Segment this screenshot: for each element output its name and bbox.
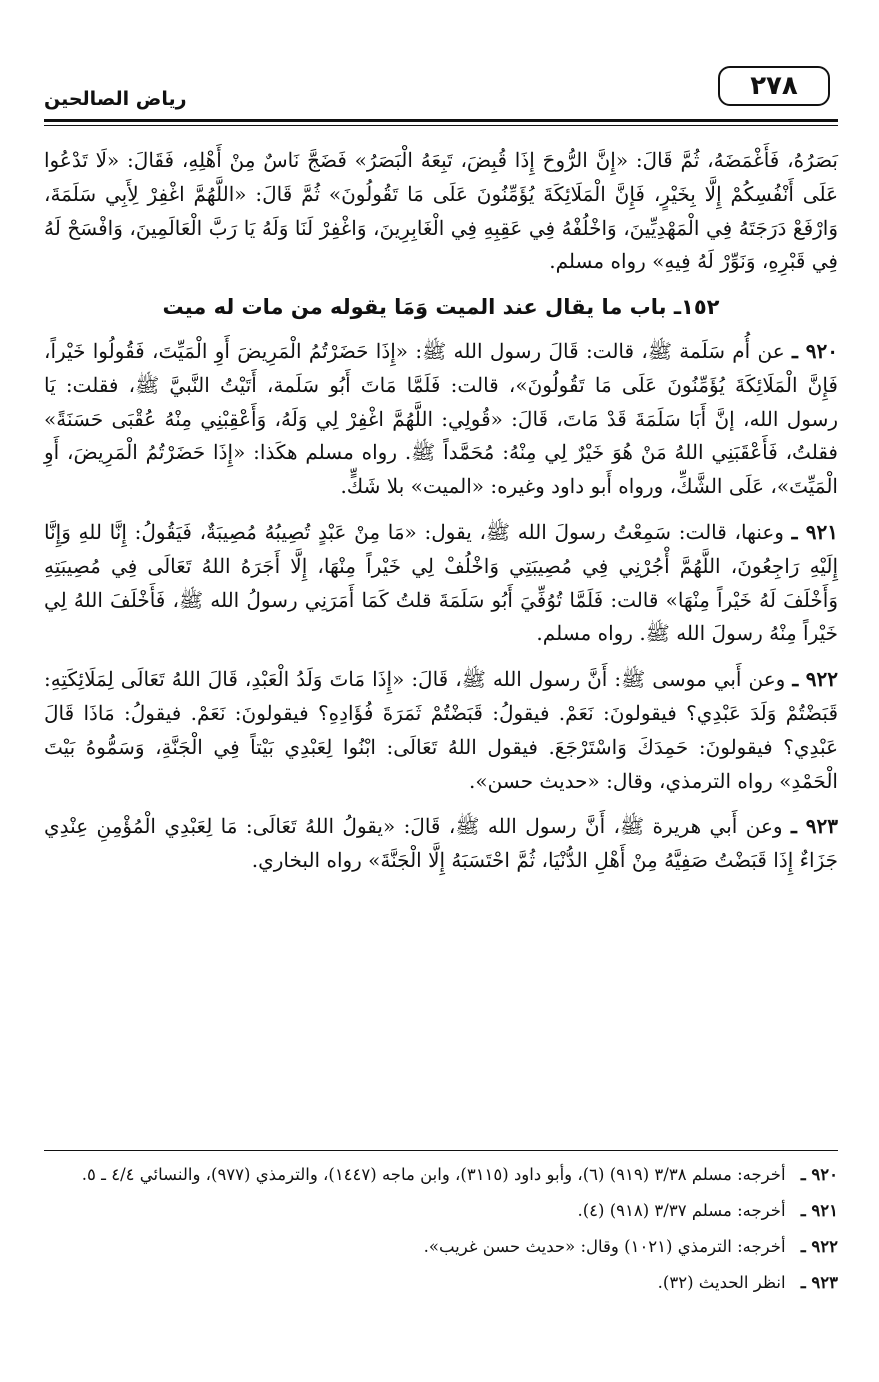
page-header [44,66,836,116]
footnote-number: ٩٢٠ ـ [800,1165,838,1184]
hadith-text: عن أُم سَلَمة ﷺ، قالت: قَالَ رسول الله ﷺ: «إِذَا حَضَرْتُمُ الْمَرِيضَ أَوِ الْمَيِّتَ، فَقُولُوا خَيْراً، فَإِنَّ الْمَلَائِكَةَ يُؤَمِّنُونَ عَلَى مَا تَقُولُونَ»، قالت: فَلَمَّا مَاتَ أَبُو سَلَمة، أَتَيْتُ النَّبيَّ ﷺ، فقلت: يَا رسول الله، إنَّ أَبَا سَلَمَةَ قَدْ مَاتَ، قَالَ: «قُولِي: اللَّهُمَّ اغْفِرْ لِي وَلَهُ، وَأَعْقِبْنِي مِنْهُ عُقْبَى حَسَنَةً» فقلتُ، فَأَعْقَبَنِي اللهُ مَنْ هُوَ خَيْرٌ لِي مِنْهُ: مُحَمَّداً ﷺ. رواه مسلم هكَذا: «إِذَا حَضَرْتُمُ الْمَرِيضَ، أَوِ الْمَيِّتَ»، عَلَى الشَّكِّ، ورواه أَبو داود وغيره: «الميت» بلا شَكٍّ. [44,338,838,499]
hadith-922 [44,663,838,798]
footnote-text: انظر الحديث (٣٢). [657,1273,786,1292]
footnote-divider [44,1150,838,1151]
hadith-920 [44,335,838,504]
footnote-text: أخرجه: الترمذي (١٠٢١) وقال: «حديث حسن غريب». [423,1237,786,1256]
header-rule-thin [44,125,838,126]
chapter-heading: ١٥٢ـ باب ما يقال عند الميت وَمَا يقوله من مات له ميت [162,295,720,320]
hadith-number: ٩٢١ ـ [791,519,838,544]
page-number: ٢٧٨ [718,66,830,106]
book-title: رياض الصالحين [44,88,187,110]
footnote-number: ٩٢٢ ـ [800,1237,838,1256]
footnote-number: ٩٢١ ـ [800,1201,838,1220]
footnote-922 [44,1232,838,1262]
footnote-923 [44,1268,838,1298]
header-rule [44,119,838,122]
hadith-number: ٩٢٣ ـ [790,814,839,839]
footnote-921 [44,1196,838,1226]
hadith-text: وعن أَبي هريرة ﷺ، أَنَّ رسول الله ﷺ، قَالَ: «يقولُ اللهُ تَعَالَى: مَا لِعَبْدِي الْمُؤْمِنِ عِنْدِي جَزَاءٌ إِذَا قَبَضْتُ صَفِيَّهُ مِنْ أَهْلِ الدُّنْيَا، ثُمَّ احْتَسَبَهُ إِلَّا الْجَنَّةَ» رواه البخاري. [44,814,838,873]
main-text [44,144,838,890]
footnotes [44,1160,838,1304]
footnote-text: أخرجه: مسلم ٣/٣٧ (٩١٨) (٤). [577,1201,786,1220]
footnote-920 [44,1160,838,1190]
hadith-number: ٩٢٢ ـ [792,667,839,692]
footnote-number: ٩٢٣ ـ [800,1273,838,1292]
hadith-text: وعنها، قالت: سَمِعْتُ رسولَ الله ﷺ، يقول: «مَا مِنْ عَبْدٍ تُصِيبُهُ مُصِيبَةٌ، فَيَقُولُ: إِنَّا للهِ وَإِنَّا إِلَيْهِ رَاجِعُونَ، اللَّهُمَّ أْجُرْنِي فِي مُصِيبَتِي وَاخْلُفْ لِي خَيْراً مِنْهَا، إِلَّا أَجَرَهُ اللهُ تَعَالَى فِي مُصِيبَتِهِ وَأَخْلَفَ لَهُ خَيْراً مِنْهَا» قالت: فَلَمَّا تُوُفِّيَ أَبُو سَلَمَةَ قلتُ كَمَا أَمَرَنِي رسولُ الله ﷺ، فَأَخْلَفَ اللهُ لِي خَيْراً مِنْهُ رسولَ الله ﷺ. رواه مسلم. [44,519,838,646]
hadith-number: ٩٢٠ ـ [792,338,839,363]
hadith-921 [44,516,838,651]
footnote-text: أخرجه: مسلم ٣/٣٨ (٩١٩) (٦)، وأبو داود (٣١١٥)، وابن ماجه (١٤٤٧)، والترمذي (٩٧٧)، والنسائي ٤/٤ ـ ٥. [81,1165,786,1184]
intro-paragraph: بَصَرُهُ، فَأَغْمَضَهُ، ثُمَّ قَالَ: «إِنَّ الرُّوحَ إِذَا قُبِضَ، تَبِعَهُ الْبَصَرُ» فَضَجَّ نَاسٌ مِنْ أَهْلِهِ، فَقَالَ: «لَا تَدْعُوا عَلَى أَنْفُسِكُمْ إِلَّا بِخَيْرٍ، فَإِنَّ الْمَلَائِكَةَ يُؤَمِّنُونَ عَلَى مَا تَقُولُونَ» ثُمَّ قَالَ: «اللَّهُمَّ اغْفِرْ لِأَبِي سَلَمَةَ، وَارْفَعْ دَرَجَتَهُ فِي الْمَهْدِيِّينَ، وَاخْلُفْهُ فِي عَقِبِهِ فِي الْغَابِرِينَ، وَاغْفِرْ لَنَا وَلَهُ يَا رَبَّ الْعَالَمِينَ، وَافْسَحْ لَهُ فِي قَبْرِهِ، وَنَوِّرْ لَهُ فِيهِ» رواه مسلم. [44,148,838,274]
hadith-text: وعن أَبي موسى ﷺ: أَنَّ رسول الله ﷺ، قَالَ: «إِذَا مَاتَ وَلَدُ الْعَبْدِ، قَالَ اللهُ تَعَالَى لِمَلَائِكَتِهِ: قَبَضْتُمْ وَلَدَ عَبْدِي؟ فيقولونَ: نَعَمْ. فيقولُ: قَبَضْتُمْ ثَمَرَةَ فُؤَادِهِ؟ فيقولونَ: نَعَمْ. فيقولُ: مَاذَا قَالَ عَبْدِي؟ فيقولونَ: حَمِدَكَ وَاسْتَرْجَعَ. فيقول اللهُ تَعَالَى: ابْنُوا لِعَبْدِي بَيْتاً فِي الْجَنَّةِ، وَسَمُّوهُ بَيْتَ الْحَمْدِ» رواه الترمذي، وقال: «حديث حسن». [44,667,838,793]
hadith-923 [44,810,838,878]
